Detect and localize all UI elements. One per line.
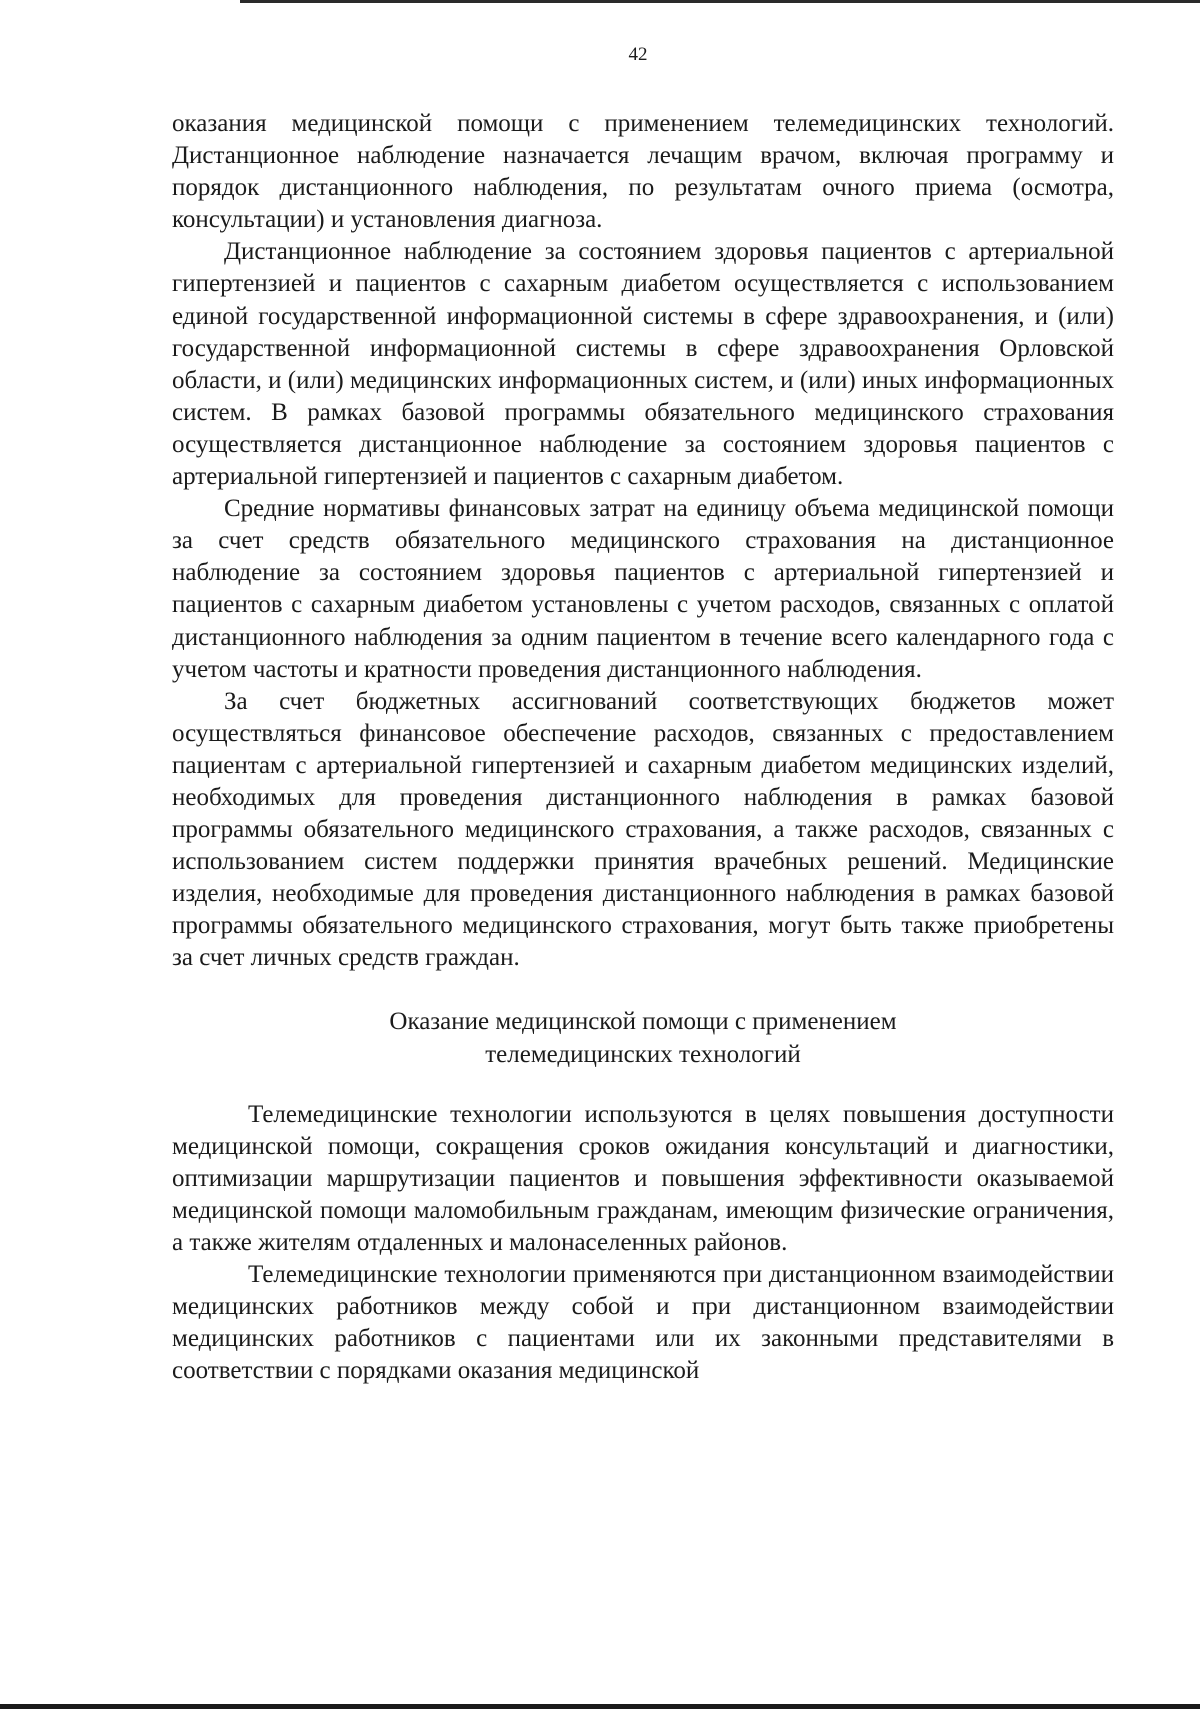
section-heading <box>172 1005 1114 1071</box>
page-number: 42 <box>628 44 648 65</box>
paragraph-telemedicine-usage: Телемедицинские технологии применяются при дистанционном взаимодействии медицинских работников между собой и при дистанционном взаимодействии медицинских работников с пациентами или их законными представителями в соответствии с порядками оказания медицинской <box>172 1261 1114 1385</box>
paragraph-financial-norms: Средние нормативы финансовых затрат на единицу объема медицинской помощи за счет средств обязательного медицинского страхования на дистанционное наблюдение за состоянием здоровья пациентов с артериальной гипертензией и пациентов с сахарным диабетом установлены с учетом расходов, связанных с оплатой дистанционного наблюдения за одним пациентом в течение всего календарного года с учетом частоты и кратности проведения дистанционного наблюдения. <box>172 495 1114 683</box>
page-body <box>172 108 1114 1387</box>
paragraph-budget-allocations: За счет бюджетных ассигнований соответствующих бюджетов может осуществляться финансовое обеспечение расходов, связанных с предоставлением пациентам с артериальной гипертензией и сахарным диабетом медицинских изделий, необходимых для проведения дистанционного наблюдения в рамках базовой программы обязательного медицинского страхования, а также расходов, связанных с использованием систем поддержки принятия врачебных решений. Медицинские изделия, необходимые для проведения дистанционного наблюдения в рамках базовой программы обязательного медицинского страхования, могут быть также приобретены за счет личных средств граждан. <box>172 687 1114 972</box>
paragraph-telemedicine-purpose: Телемедицинские технологии используются в целях повышения доступности медицинской помощи, сокращения сроков ожидания консультаций и диагностики, оптимизации маршрутизации пациентов и повышения эффективности оказываемой медицинской помощи маломобильным гражданам, имеющим физические ограничения, а также жителям отдаленных и малонаселенных районов. <box>172 1100 1114 1256</box>
scan-edge-bottom <box>0 1704 1200 1709</box>
section-heading-line-2: телемедицинских технологий <box>485 1040 801 1068</box>
paragraph-remote-monitoring: Дистанционное наблюдение за состоянием здоровья пациентов с артериальной гипертензией и пациентов с сахарным диабетом осуществляется с использованием единой государственной информационной системы в сфере здравоохранения, и (или) государственной информационной системы в сфере здравоохранения Орловской области, и (или) медицинских информационных систем, и (или) иных информационных систем. В рамках базовой программы обязательного медицинского страхования осуществляется дистанционное наблюдение за состоянием здоровья пациентов с артериальной гипертензией и пациентов с сахарным диабетом. <box>172 238 1114 491</box>
scan-edge-top <box>240 0 1200 3</box>
paragraph-continuation: оказания медицинской помощи с применением телемедицинских технологий. Дистанционное наблюдение назначается лечащим врачом, включая программу и порядок дистанционного наблюдения, по результатам очного приема (осмотра, консультации) и установления диагноза. <box>172 110 1114 234</box>
section-heading-line-1: Оказание медицинской помощи с применением <box>389 1007 897 1035</box>
